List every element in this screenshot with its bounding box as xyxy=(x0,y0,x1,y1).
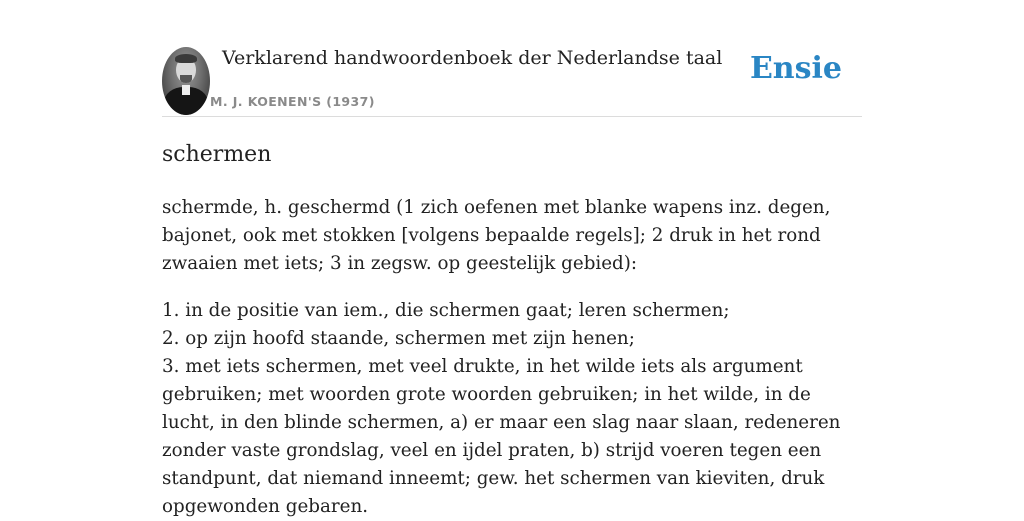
page-header xyxy=(162,0,862,117)
entry-headword: schermen xyxy=(162,142,272,167)
author-attribution: M. J. KOENEN'S (1937) xyxy=(210,94,375,109)
author-portrait-icon xyxy=(162,47,210,115)
sense-item: 1. in de positie van iem., die schermen gaat; leren schermen; xyxy=(162,300,730,321)
sense-item: 3. met iets schermen, met veel drukte, in het wilde iets als argument gebruiken; met woorden grote woorden gebruiken; in het wilde, in de lucht, in den blinde schermen, a) er maar een slag naar slaan, redeneren zonder vaste grondslag, veel en ijdel praten, b) strijd voeren tegen een standpunt, dat niemand inneemt; gew. het schermen van kieviten, druk opgewonden gebaren. xyxy=(162,356,841,517)
book-title: Verklarend handwoordenboek der Nederlandse taal xyxy=(222,47,723,69)
entry-definition: schermde, h. geschermd (1 zich oefenen met blanke wapens inz. degen, bajonet, ook met stokken [volgens bepaalde regels]; 2 druk in het rond zwaaien met iets; 3 in zegsw. op geestelijk gebied): xyxy=(162,197,831,274)
portrait-beard xyxy=(180,75,192,83)
portrait-hair xyxy=(175,54,197,63)
dictionary-page xyxy=(162,0,862,521)
ensie-logo-link[interactable]: Ensie xyxy=(749,51,842,86)
portrait-collar xyxy=(182,85,190,95)
sense-list xyxy=(162,297,862,521)
sense-item: 2. op zijn hoofd staande, schermen met zijn henen; xyxy=(162,328,635,349)
